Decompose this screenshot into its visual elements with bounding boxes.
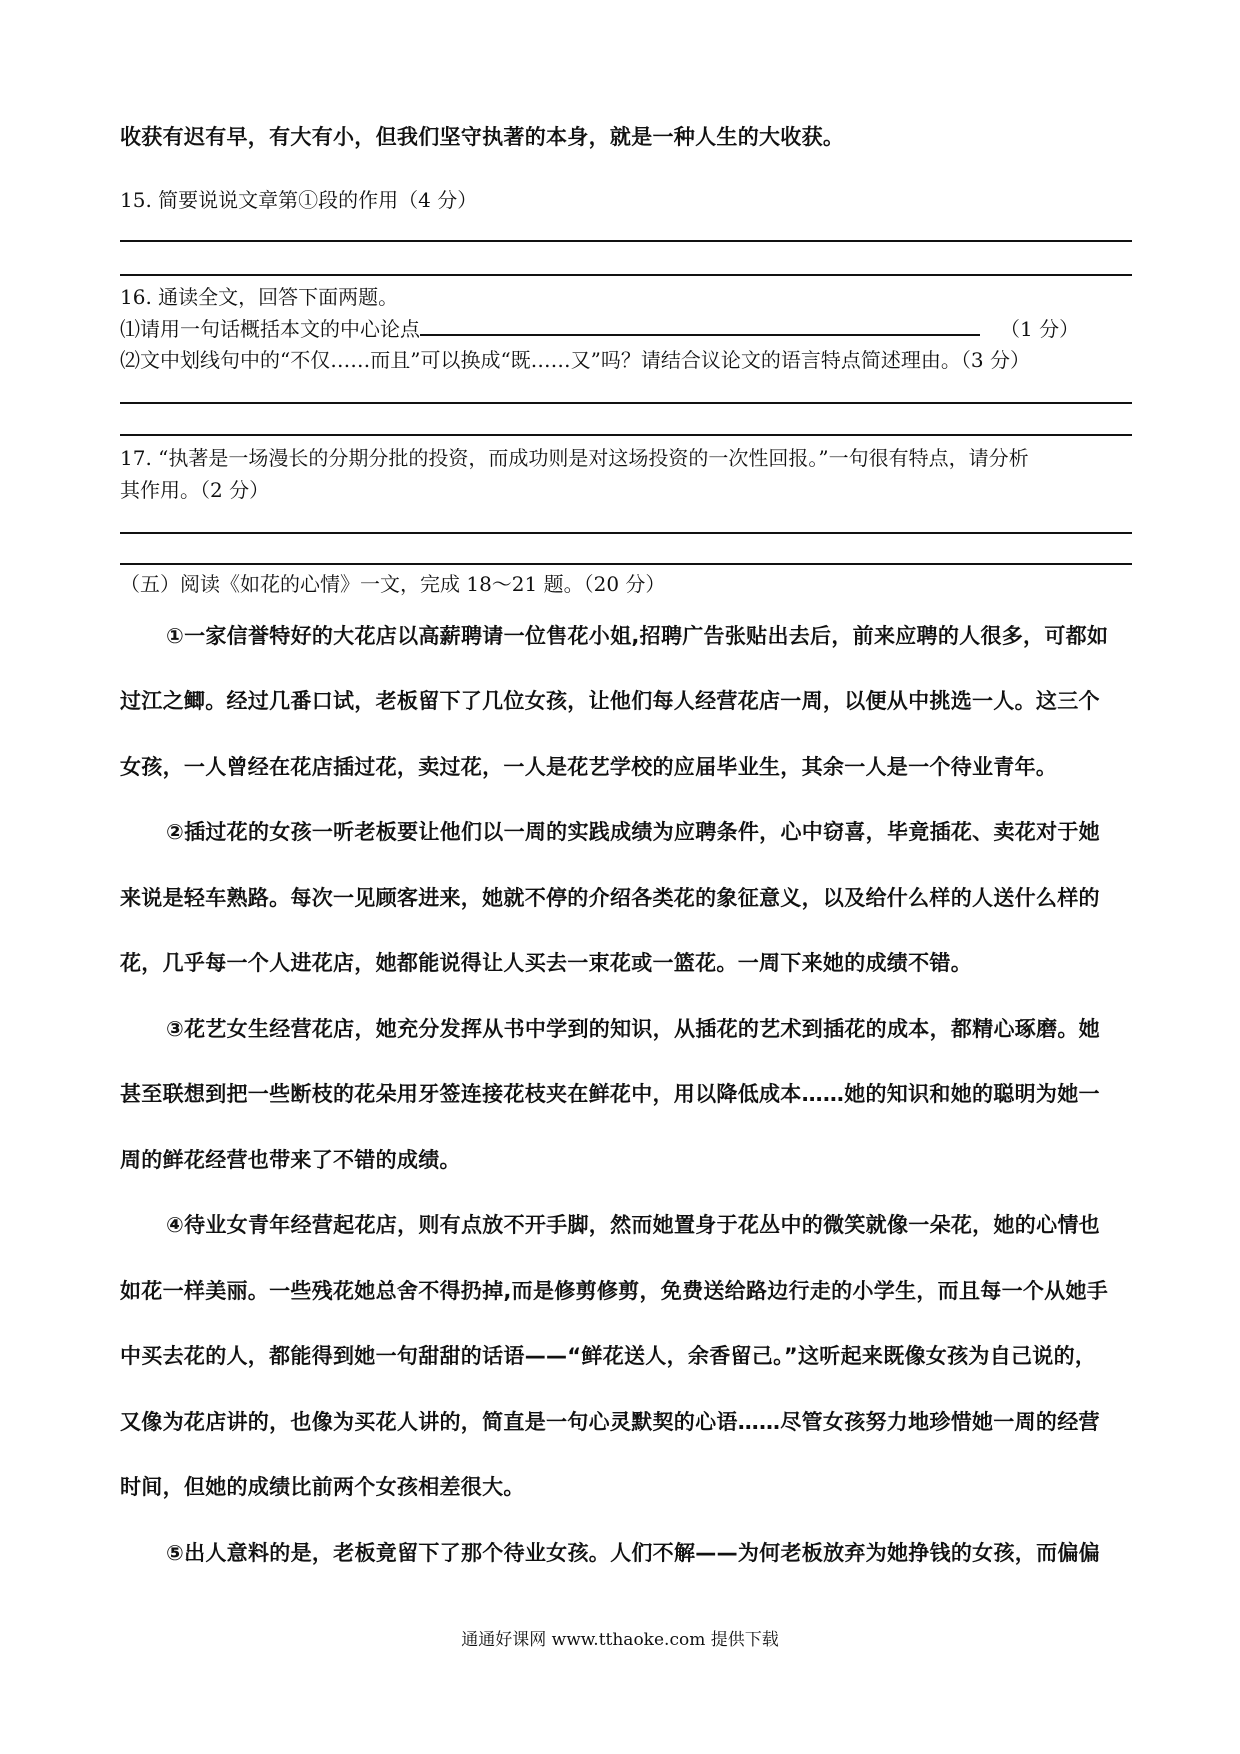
- paragraph-2-line: 来说是轻车熟路。每次一见顾客进来，她就不停的介绍各类花的象征意义，以及给什么样的人送什么样的: [120, 886, 1100, 910]
- paragraph-4-line: ④待业女青年经营起花店，则有点放不开手脚，然而她置身于花丛中的微笑就像一朵花，她的心情也: [166, 1213, 1100, 1237]
- answer-line: [120, 274, 1132, 276]
- answer-line: [120, 402, 1132, 404]
- question-16-sub1-text: ⑴请用一句话概括本文的中心论点: [120, 317, 420, 341]
- answer-line: [120, 240, 1132, 242]
- paragraph-5-line: ⑤出人意料的是，老板竟留下了那个待业女孩。人们不解——为何老板放弃为她挣钱的女孩，而偏偏: [166, 1541, 1100, 1565]
- question-16-sub1: [120, 316, 1130, 341]
- closing-sentence: 收获有迟有早，有大有小，但我们坚守执著的本身，就是一种人生的大收获。: [120, 125, 845, 149]
- paragraph-1-line: 女孩，一人曾经在花店插过花，卖过花，一人是花艺学校的应届毕业生，其余一人是一个待业青年。: [120, 755, 1058, 779]
- paragraph-4-line: 时间，但她的成绩比前两个女孩相差很大。: [120, 1475, 525, 1499]
- paragraph-3-line: 周的鲜花经营也带来了不错的成绩。: [120, 1148, 461, 1172]
- paragraph-1-line: ①一家信誉特好的大花店以高薪聘请一位售花小姐,招聘广告张贴出去后，前来应聘的人很多，可都如: [166, 624, 1109, 648]
- paragraph-4-line: 又像为花店讲的，也像为买花人讲的，简直是一句心灵默契的心语……尽管女孩努力地珍惜她一周的经营: [120, 1410, 1100, 1434]
- paragraph-1-line: 过江之鲫。经过几番口试，老板留下了几位女孩，让他们每人经营花店一周，以便从中挑选一人。这三个: [120, 689, 1100, 713]
- question-15: 15. 简要说说文章第①段的作用（4 分）: [120, 188, 478, 212]
- paragraph-4-line: 如花一样美丽。一些残花她总舍不得扔掉,而是修剪修剪，免费送给路边行走的小学生，而且每一个从她手: [120, 1279, 1109, 1303]
- paragraph-3-line: 甚至联想到把一些断枝的花朵用牙签连接花枝夹在鲜花中，用以降低成本……她的知识和她的聪明为她一: [120, 1082, 1100, 1106]
- fill-in-blank: [420, 316, 980, 336]
- paragraph-4-line: 中买去花的人，都能得到她一句甜甜的话语——“鲜花送人，余香留己。”这听起来既像女孩为自己说的，: [120, 1344, 1097, 1368]
- question-16-sub1-score: （1 分）: [1000, 317, 1080, 341]
- paragraph-2-line: 花，几乎每一个人进花店，她都能说得让人买去一束花或一篮花。一周下来她的成绩不错。: [120, 951, 972, 975]
- answer-line: [120, 563, 1132, 565]
- question-17-line2: 其作用。（2 分）: [120, 478, 270, 502]
- paragraph-3-line: ③花艺女生经营花店，她充分发挥从书中学到的知识，从插花的艺术到插花的成本，都精心琢磨。她: [166, 1017, 1100, 1041]
- answer-line: [120, 532, 1132, 534]
- question-16-stem: 16. 通读全文，回答下面两题。: [120, 285, 399, 309]
- section-5-heading: （五）阅读《如花的心情》一文，完成 18～21 题。（20 分）: [120, 572, 666, 596]
- question-17-line1: 17. “执著是一场漫长的分期分批的投资，而成功则是对这场投资的一次性回报。”一句很有特点，请分析: [120, 446, 1029, 470]
- page-footer: 通通好课网 www.tthaoke.com 提供下载: [461, 1630, 779, 1650]
- paragraph-2-line: ②插过花的女孩一听老板要让他们以一周的实践成绩为应聘条件，心中窃喜，毕竟插花、卖花对于她: [166, 820, 1100, 844]
- answer-line: [120, 434, 1132, 436]
- question-16-sub2: ⑵文中划线句中的“不仅……而且”可以换成“既……又”吗？请结合议论文的语言特点简述理由。（3 分）: [120, 348, 1030, 372]
